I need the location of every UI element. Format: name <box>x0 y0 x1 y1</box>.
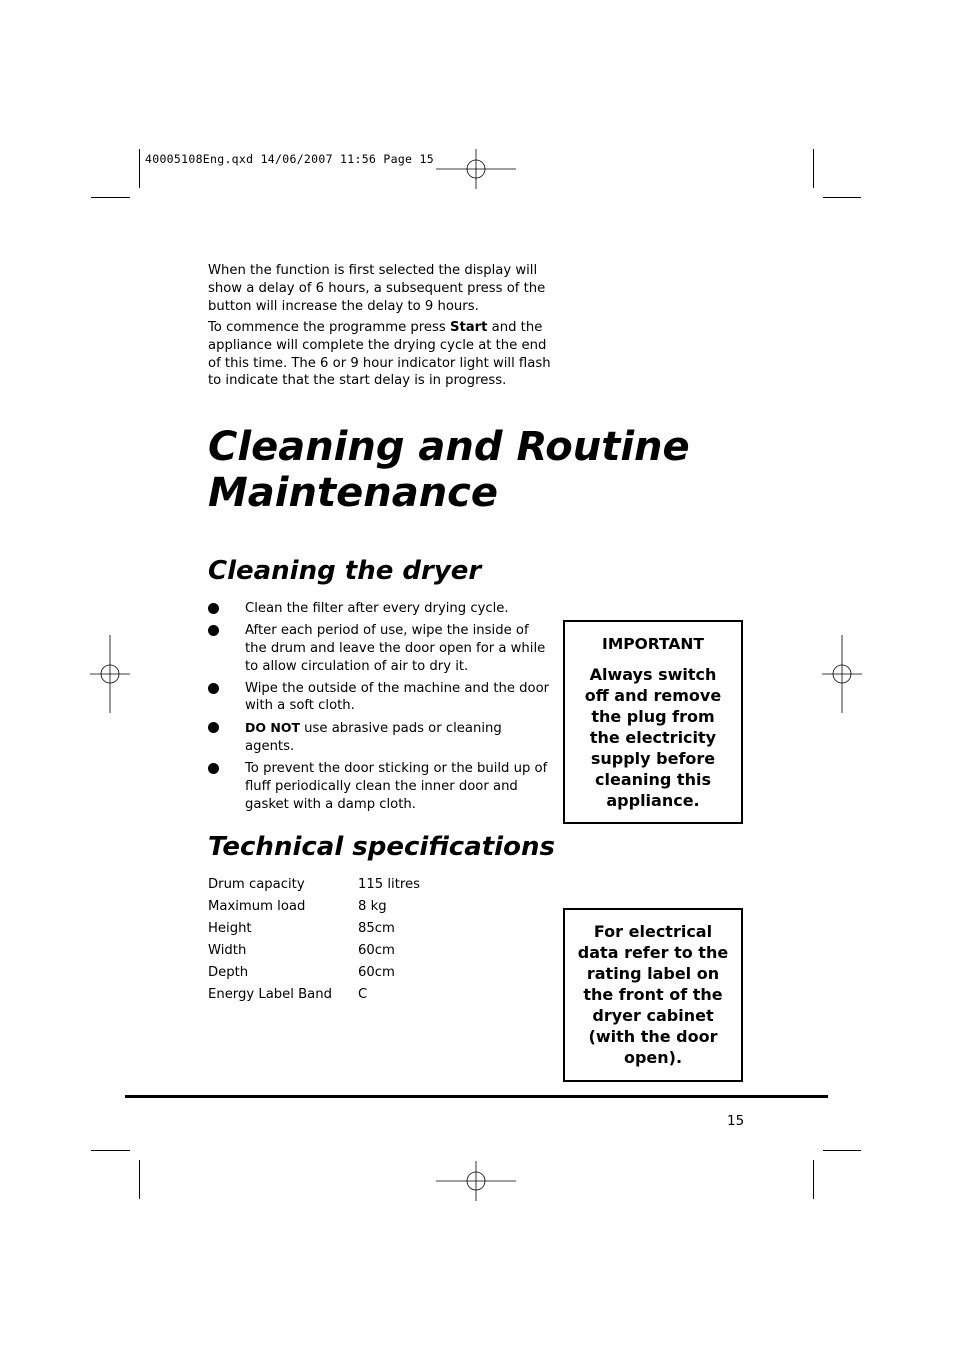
crop-mark <box>813 149 814 188</box>
bullet-icon <box>208 683 219 694</box>
do-not-warning: DO NOT <box>245 720 300 736</box>
list-item-text: After each period of use, wipe the inside of the drum and leave the door open for a while to allow circulation of air to dry it. <box>245 622 546 674</box>
crop-mark <box>813 1160 814 1199</box>
crop-mark <box>91 197 130 198</box>
important-notice-box <box>563 620 743 824</box>
list-item-text: Wipe the outside of the machine and the door with a soft cloth. <box>245 680 550 714</box>
page-title-line: Maintenance <box>208 470 499 516</box>
start-keyword: Start <box>449 320 488 335</box>
spec-value: 85cm <box>358 921 395 936</box>
table-row <box>208 920 420 942</box>
spec-label: Width <box>208 943 247 958</box>
table-row <box>208 964 420 986</box>
intro-paragraph: When the function is first selected the display will show a delay of 6 hours, a subsequent press of the button will increase the delay to 9 hours. <box>208 263 546 314</box>
list-item-text: use abrasive pads or cleaning agents. <box>245 721 502 755</box>
crop-mark <box>139 149 140 188</box>
spec-label: Depth <box>208 965 249 980</box>
list-item <box>208 680 553 716</box>
section-heading-specs: Technical specifications <box>208 832 555 862</box>
registration-mark-icon <box>90 635 130 713</box>
bullet-icon <box>208 763 219 774</box>
crop-mark <box>823 197 861 198</box>
spec-value: C <box>358 987 368 1002</box>
important-title: IMPORTANT <box>602 635 704 653</box>
bullet-icon <box>208 625 219 636</box>
crop-mark <box>139 1160 140 1199</box>
list-item <box>208 719 553 756</box>
table-row <box>208 942 420 964</box>
spec-label: Height <box>208 921 252 936</box>
footer-rule <box>125 1095 828 1098</box>
page-title-line: Cleaning and Routine <box>208 424 690 470</box>
crop-mark <box>823 1150 861 1151</box>
print-slug: 40005108Eng.qxd 14/06/2007 11:56 Page 15 <box>145 152 434 166</box>
spec-label: Energy Label Band <box>208 987 332 1002</box>
cleaning-list <box>208 600 553 818</box>
text-run: and the appliance will complete the drying cycle at the end of this time. The 6 or 9 hour indicator light will flash to indicate that the start delay is in progress. <box>208 320 551 389</box>
electrical-data-box <box>563 908 743 1082</box>
list-item-text: Clean the filter after every drying cycle. <box>245 601 509 616</box>
bullet-icon <box>208 603 219 614</box>
spec-label: Drum capacity <box>208 877 305 892</box>
spec-value: 60cm <box>358 943 395 958</box>
spec-label: Maximum load <box>208 899 306 914</box>
table-row <box>208 876 420 898</box>
list-item-text: To prevent the door sticking or the build up of fluff periodically clean the inner door and gasket with a damp cloth. <box>245 761 548 812</box>
crop-mark <box>91 1150 130 1151</box>
page-number: 15 <box>727 1113 745 1129</box>
text-run: To commence the programme press <box>208 320 450 335</box>
registration-mark-icon <box>436 149 516 189</box>
registration-mark-icon <box>822 635 862 713</box>
intro-paragraph-start <box>208 319 553 390</box>
spec-value: 8 kg <box>358 899 387 914</box>
list-item <box>208 600 553 618</box>
page-title <box>208 424 768 516</box>
table-row <box>208 898 420 920</box>
electrical-data-text: For electrical data refer to the rating label on the front of the dryer cabinet (with the door open). <box>577 922 729 1067</box>
spec-table <box>208 876 420 1008</box>
list-item <box>208 760 553 813</box>
table-row <box>208 986 420 1008</box>
spec-value: 60cm <box>358 965 395 980</box>
bullet-icon <box>208 722 219 733</box>
important-body: Always switch off and remove the plug from the electricity supply before cleaning this appliance. <box>584 665 722 810</box>
spec-value: 115 litres <box>358 877 420 892</box>
section-heading-cleaning: Cleaning the dryer <box>208 556 482 586</box>
registration-mark-icon <box>436 1161 516 1201</box>
list-item <box>208 622 553 675</box>
